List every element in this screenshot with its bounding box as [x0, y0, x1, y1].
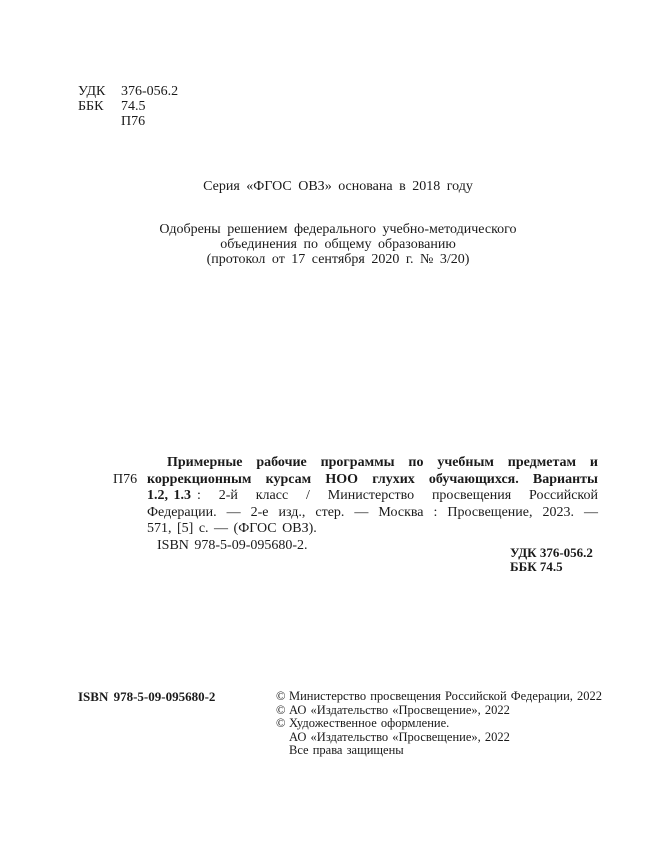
bbk-row	[78, 99, 178, 114]
copyright-spacer	[276, 731, 289, 745]
classification-block	[78, 84, 178, 129]
bib-index-block	[510, 546, 593, 574]
approval-line-1: Одобрены решением федерального учебно-методического	[159, 222, 517, 237]
bib-line-3-rest: : 2-й класс / Министерство просвещения Российской	[197, 488, 598, 503]
copyright-text: АО «Издательство «Просвещение», 2022	[289, 702, 510, 717]
bib-variants: 1.2, 1.3	[147, 488, 191, 503]
author-mark-label	[78, 114, 121, 129]
author-mark-row	[78, 114, 178, 129]
series-note: Серия «ФГОС ОВЗ» основана в 2018 году	[203, 179, 473, 194]
bib-author-mark: П76	[113, 472, 138, 487]
copyright-text: АО «Издательство «Просвещение», 2022	[289, 729, 510, 744]
copyright-row	[276, 704, 602, 718]
bib-line-4: Федерации. — 2-е изд., стер. — Москва : Просвещение, 2023. —	[147, 504, 598, 520]
copyright-text: Художественное оформление.	[289, 716, 450, 731]
rights-reserved-text: Все права защищены	[289, 743, 404, 758]
copyright-spacer	[276, 744, 289, 758]
bib-line-5: 571, [5] с. — (ФГОС ОВЗ).	[147, 521, 317, 536]
bibliographic-record	[147, 455, 598, 554]
bbk-label: ББК	[78, 99, 104, 114]
footer-isbn: ISBN 978-5-09-095680-2	[78, 689, 216, 704]
copyright-text: Министерство просвещения Российской Федерации, 2022	[289, 689, 603, 703]
copyright-block	[276, 690, 602, 758]
copyright-row	[276, 744, 602, 758]
bib-line-3	[147, 488, 598, 505]
approval-line-2: объединения по общему образованию	[220, 237, 456, 252]
copyright-row	[276, 731, 602, 745]
copyright-icon: ©	[276, 689, 286, 703]
approval-line-3: (протокол от 17 сентября 2020 г. № 3/20)	[206, 252, 470, 267]
copyright-row	[276, 690, 602, 704]
bib-bbk: ББК 74.5	[510, 559, 563, 574]
udk-label: УДК	[78, 84, 106, 99]
bib-isbn: ISBN 978-5-09-095680-2.	[157, 537, 308, 553]
udk-row	[78, 84, 178, 99]
author-mark-value: П76	[121, 114, 146, 129]
bbk-value: 74.5	[121, 99, 146, 114]
udk-value: 376-056.2	[121, 84, 179, 99]
copyright-icon: ©	[276, 716, 286, 731]
copyright-icon: ©	[276, 702, 286, 717]
approval-note	[0, 222, 650, 267]
bib-title-line-2: коррекционным курсам НОО глухих обучающихся. Варианты	[147, 471, 598, 487]
bib-udk: УДК 376-056.2	[510, 545, 593, 560]
bib-title-line-1: Примерные рабочие программы по учебным предметам и	[167, 455, 598, 470]
copyright-row	[276, 717, 602, 731]
